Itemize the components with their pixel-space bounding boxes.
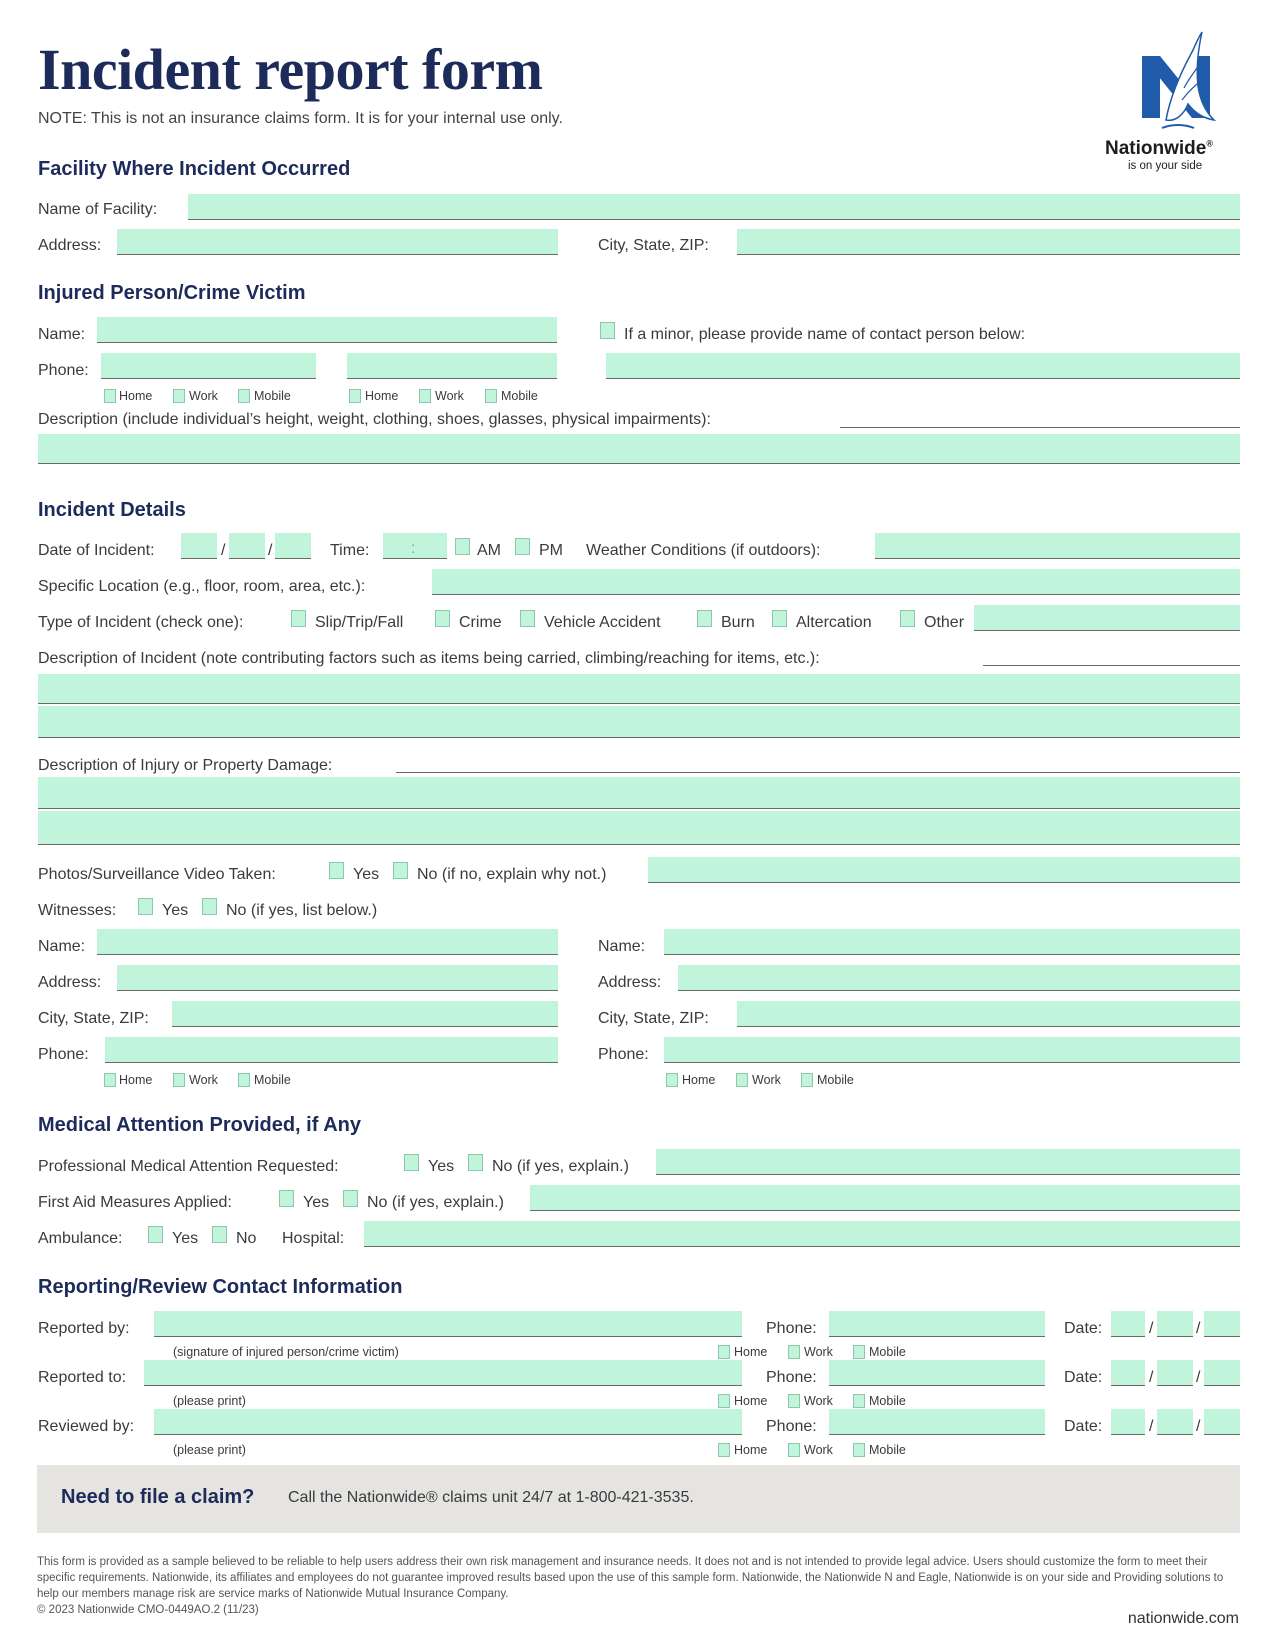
ambulance-yes-label: Yes <box>172 1230 199 1247</box>
injured-phone-field-2[interactable] <box>347 353 557 379</box>
reported-by-date-day[interactable] <box>1157 1311 1193 1337</box>
first-aid-yes-checkbox[interactable] <box>279 1190 294 1207</box>
reported-to-date-month[interactable] <box>1111 1360 1145 1386</box>
date-separator: / <box>268 542 273 559</box>
reported-to-work-checkbox[interactable] <box>788 1394 800 1408</box>
witness1-mobile-checkbox[interactable] <box>238 1073 250 1087</box>
nationwide-eagle-logo-icon <box>1136 28 1220 136</box>
type-burn-label: Burn <box>721 614 755 631</box>
minor-contact-field[interactable] <box>606 353 1240 379</box>
location-field[interactable] <box>432 569 1240 595</box>
witness2-address-field[interactable] <box>678 965 1240 991</box>
reported-by-mobile-checkbox[interactable] <box>853 1345 865 1359</box>
phone2-mobile-checkbox[interactable] <box>485 389 497 403</box>
reported-to-home-checkbox[interactable] <box>718 1394 730 1408</box>
witness1-name-field[interactable] <box>97 929 558 955</box>
professional-no-label: No (if yes, explain.) <box>492 1158 629 1175</box>
first-aid-explain-field[interactable] <box>530 1185 1240 1211</box>
type-slip-checkbox[interactable] <box>291 610 306 627</box>
facility-name-field[interactable] <box>188 194 1240 220</box>
reported-to-work-label: Work <box>804 1394 833 1408</box>
reviewed-by-phone-field[interactable] <box>829 1409 1045 1435</box>
pm-label: PM <box>539 542 563 559</box>
witness1-home-label: Home <box>119 1073 153 1087</box>
phone1-mobile-checkbox[interactable] <box>238 389 250 403</box>
reported-to-phone-label: Phone: <box>766 1369 817 1386</box>
reported-by-work-label: Work <box>804 1345 833 1359</box>
phone1-mobile-label: Mobile <box>254 389 291 403</box>
weather-field[interactable] <box>875 533 1240 559</box>
first-aid-label: First Aid Measures Applied: <box>38 1194 232 1211</box>
date-separator: / <box>1196 1369 1201 1386</box>
reviewed-by-field[interactable] <box>154 1409 742 1435</box>
date-separator: / <box>1149 1418 1154 1435</box>
reported-by-home-checkbox[interactable] <box>718 1345 730 1359</box>
witness2-phone-field[interactable] <box>664 1037 1240 1063</box>
pm-checkbox[interactable] <box>515 538 530 555</box>
witness2-home-checkbox[interactable] <box>666 1073 678 1087</box>
reported-by-work-checkbox[interactable] <box>788 1345 800 1359</box>
facility-address-field[interactable] <box>117 229 558 255</box>
reviewed-by-mobile-checkbox[interactable] <box>853 1443 865 1457</box>
injured-name-label: Name: <box>38 326 86 343</box>
reviewed-by-work-label: Work <box>804 1443 833 1457</box>
reported-to-label: Reported to: <box>38 1369 127 1386</box>
form-note: NOTE: This is not an insurance claims form. It is for your internal use only. <box>38 110 563 127</box>
witness2-mobile-label: Mobile <box>817 1073 854 1087</box>
reported-to-field[interactable] <box>144 1360 742 1386</box>
facility-address-label: Address: <box>38 237 102 254</box>
witness2-name-field[interactable] <box>664 929 1240 955</box>
claim-heading: Need to file a claim? <box>61 1486 255 1508</box>
witness1-city-label: City, State, ZIP: <box>38 1010 149 1027</box>
reported-to-hint: (please print) <box>173 1394 246 1408</box>
photos-no-label: No (if no, explain why not.) <box>417 866 607 883</box>
reported-to-date-year[interactable] <box>1204 1360 1240 1386</box>
first-aid-yes-label: Yes <box>303 1194 330 1211</box>
date-separator: / <box>1196 1418 1201 1435</box>
phone2-home-checkbox[interactable] <box>349 389 361 403</box>
type-vehicle-label: Vehicle Accident <box>544 614 661 631</box>
reported-by-date-year[interactable] <box>1204 1311 1240 1337</box>
section-facility-heading: Facility Where Incident Occurred <box>38 158 351 180</box>
incident-description-field-1[interactable] <box>38 674 1240 704</box>
incident-date-label: Date of Incident: <box>38 542 155 559</box>
type-other-checkbox[interactable] <box>900 610 915 627</box>
reviewed-by-work-checkbox[interactable] <box>788 1443 800 1457</box>
professional-yes-checkbox[interactable] <box>404 1154 419 1171</box>
type-altercation-checkbox[interactable] <box>772 610 787 627</box>
witness1-name-label: Name: <box>38 938 86 955</box>
weather-label: Weather Conditions (if outdoors): <box>586 542 821 559</box>
injury-description-field-1[interactable] <box>38 777 1240 809</box>
reported-to-home-label: Home <box>734 1394 768 1408</box>
photos-explain-field[interactable] <box>648 857 1240 883</box>
witnesses-yes-checkbox[interactable] <box>138 898 153 915</box>
type-other-label: Other <box>924 614 965 631</box>
phone2-work-label: Work <box>435 389 464 403</box>
reported-by-date-label: Date: <box>1064 1320 1103 1337</box>
professional-explain-field[interactable] <box>656 1149 1240 1175</box>
date-separator: / <box>1196 1320 1201 1337</box>
witness2-phone-label: Phone: <box>598 1046 649 1063</box>
reviewed-by-hint: (please print) <box>173 1443 246 1457</box>
section-injured-heading: Injured Person/Crime Victim <box>38 282 306 304</box>
ambulance-no-checkbox[interactable] <box>212 1226 227 1243</box>
witnesses-no-label: No (if yes, list below.) <box>226 902 378 919</box>
website-link[interactable]: nationwide.com <box>1127 1610 1239 1627</box>
reported-to-date-day[interactable] <box>1157 1360 1193 1386</box>
type-altercation-label: Altercation <box>796 614 872 631</box>
witness1-work-label: Work <box>189 1073 218 1087</box>
copyright-text: © 2023 Nationwide CMO-0449AO.2 (11/23) <box>37 1604 259 1616</box>
reviewed-by-date-month[interactable] <box>1111 1409 1145 1435</box>
incident-description-line[interactable] <box>983 656 1240 666</box>
reported-to-date-label: Date: <box>1064 1369 1103 1386</box>
disclaimer-text: This form is provided as a sample believed to be reliable to help users address their own risk management and insurance needs. It does not and is not intended to provide legal advice. Users should customize the form to meet their specific requirements. Nationwide, its affiliates and employees do not guarantee improved results based upon the use of this sample form. Nationwide, the Nationwide N and Eagle, Nationwide is on your side and Providing solutions to help our members manage risk are service marks of Nationwide Mutual Insurance Company. <box>37 1556 1224 1600</box>
claim-text: Call the Nationwide® claims unit 24/7 at 1-800-421-3535. <box>288 1489 694 1506</box>
witness1-address-field[interactable] <box>117 965 558 991</box>
reported-by-phone-field[interactable] <box>829 1311 1045 1337</box>
ambulance-label: Ambulance: <box>38 1230 123 1247</box>
phone2-home-label: Home <box>365 389 399 403</box>
witnesses-label: Witnesses: <box>38 902 117 919</box>
footer-disclaimer <box>37 1554 1242 1618</box>
witness2-city-field[interactable] <box>737 1001 1240 1027</box>
witness2-work-checkbox[interactable] <box>736 1073 748 1087</box>
witness1-phone-field[interactable] <box>105 1037 558 1063</box>
date-separator: / <box>221 542 226 559</box>
phone1-work-checkbox[interactable] <box>173 389 185 403</box>
facility-city-label: City, State, ZIP: <box>598 237 709 254</box>
facility-name-label: Name of Facility: <box>38 201 158 218</box>
reported-by-field[interactable] <box>154 1311 742 1337</box>
witness2-name-label: Name: <box>598 938 646 955</box>
reported-by-phone-label: Phone: <box>766 1320 817 1337</box>
ambulance-no-label: No <box>236 1230 257 1247</box>
am-label: AM <box>477 542 501 559</box>
injury-description-label: Description of Injury or Property Damage: <box>38 757 333 774</box>
witness1-home-checkbox[interactable] <box>104 1073 116 1087</box>
minor-checkbox[interactable] <box>600 322 615 339</box>
reported-by-label: Reported by: <box>38 1320 130 1337</box>
injured-phone-field-1[interactable] <box>101 353 316 379</box>
incident-date-month[interactable] <box>181 533 217 559</box>
reported-by-date-month[interactable] <box>1111 1311 1145 1337</box>
phone1-home-label: Home <box>119 389 153 403</box>
photos-no-checkbox[interactable] <box>393 862 408 879</box>
reported-to-mobile-label: Mobile <box>869 1394 906 1408</box>
am-checkbox[interactable] <box>455 538 470 555</box>
reviewed-by-date-label: Date: <box>1064 1418 1103 1435</box>
photos-yes-checkbox[interactable] <box>329 862 344 879</box>
photos-label: Photos/Surveillance Video Taken: <box>38 866 276 883</box>
brand-tagline: is on your side <box>1128 160 1203 172</box>
incident-date-year[interactable] <box>275 533 311 559</box>
reviewed-by-home-label: Home <box>734 1443 768 1457</box>
section-incident-heading: Incident Details <box>38 499 186 521</box>
date-separator: / <box>1149 1320 1154 1337</box>
incident-type-label: Type of Incident (check one): <box>38 614 244 631</box>
injured-name-field[interactable] <box>97 317 557 343</box>
injury-description-line[interactable] <box>396 763 1240 773</box>
witness1-mobile-label: Mobile <box>254 1073 291 1087</box>
reviewed-by-home-checkbox[interactable] <box>718 1443 730 1457</box>
incident-description-field-2[interactable] <box>38 706 1240 738</box>
injury-description-field-2[interactable] <box>38 811 1240 845</box>
witness2-address-label: Address: <box>598 974 662 991</box>
injured-phone-label: Phone: <box>38 362 89 379</box>
facility-city-field[interactable] <box>737 229 1240 255</box>
phone2-mobile-label: Mobile <box>501 389 538 403</box>
type-vehicle-checkbox[interactable] <box>520 610 535 627</box>
professional-yes-label: Yes <box>428 1158 455 1175</box>
reviewed-by-mobile-label: Mobile <box>869 1443 906 1457</box>
date-separator: / <box>1149 1369 1154 1386</box>
reported-to-phone-field[interactable] <box>829 1360 1045 1386</box>
page-title: Incident report form <box>38 37 543 102</box>
reviewed-by-phone-label: Phone: <box>766 1418 817 1435</box>
witnesses-no-checkbox[interactable] <box>202 898 217 915</box>
phone1-home-checkbox[interactable] <box>104 389 116 403</box>
witness2-city-label: City, State, ZIP: <box>598 1010 709 1027</box>
type-crime-label: Crime <box>459 614 502 631</box>
witness1-address-label: Address: <box>38 974 102 991</box>
incident-time-label: Time: <box>330 542 370 559</box>
injured-description-field[interactable] <box>38 434 1240 464</box>
injured-description-label: Description (include individual’s height, weight, clothing, shoes, glasses, physical impairments): <box>38 411 711 428</box>
witness1-work-checkbox[interactable] <box>173 1073 185 1087</box>
injured-description-line[interactable] <box>840 418 1240 428</box>
brand-name: Nationwide® <box>1105 138 1213 159</box>
type-burn-checkbox[interactable] <box>697 610 712 627</box>
reviewed-by-label: Reviewed by: <box>38 1418 135 1435</box>
type-slip-label: Slip/Trip/Fall <box>315 614 404 631</box>
incident-date-day[interactable] <box>229 533 265 559</box>
type-crime-checkbox[interactable] <box>435 610 450 627</box>
hospital-label: Hospital: <box>282 1230 345 1247</box>
professional-no-checkbox[interactable] <box>468 1154 483 1171</box>
incident-description-label: Description of Incident (note contributing factors such as items being carried, climbing/reaching for items, etc.): <box>38 650 820 667</box>
reported-by-home-label: Home <box>734 1345 768 1359</box>
reported-by-mobile-label: Mobile <box>869 1345 906 1359</box>
reviewed-by-date-year[interactable] <box>1204 1409 1240 1435</box>
phone1-work-label: Work <box>189 389 218 403</box>
section-medical-heading: Medical Attention Provided, if Any <box>38 1114 361 1136</box>
witnesses-yes-label: Yes <box>162 902 189 919</box>
phone2-work-checkbox[interactable] <box>419 389 431 403</box>
reviewed-by-date-day[interactable] <box>1157 1409 1193 1435</box>
witness2-mobile-checkbox[interactable] <box>801 1073 813 1087</box>
section-reporting-heading: Reporting/Review Contact Information <box>38 1276 403 1298</box>
photos-yes-label: Yes <box>353 866 380 883</box>
witness1-city-field[interactable] <box>172 1001 558 1027</box>
type-other-field[interactable] <box>974 605 1240 631</box>
time-separator: : <box>411 540 416 557</box>
location-label: Specific Location (e.g., floor, room, area, etc.): <box>38 578 366 595</box>
first-aid-no-label: No (if yes, explain.) <box>367 1194 504 1211</box>
first-aid-no-checkbox[interactable] <box>343 1190 358 1207</box>
witness2-work-label: Work <box>752 1073 781 1087</box>
minor-label: If a minor, please provide name of contact person below: <box>624 326 1026 343</box>
reported-by-hint: (signature of injured person/crime victim) <box>173 1345 399 1359</box>
reported-to-mobile-checkbox[interactable] <box>853 1394 865 1408</box>
witness2-home-label: Home <box>682 1073 716 1087</box>
hospital-field[interactable] <box>364 1221 1240 1247</box>
professional-label: Professional Medical Attention Requested: <box>38 1158 339 1175</box>
witness1-phone-label: Phone: <box>38 1046 89 1063</box>
ambulance-yes-checkbox[interactable] <box>148 1226 163 1243</box>
